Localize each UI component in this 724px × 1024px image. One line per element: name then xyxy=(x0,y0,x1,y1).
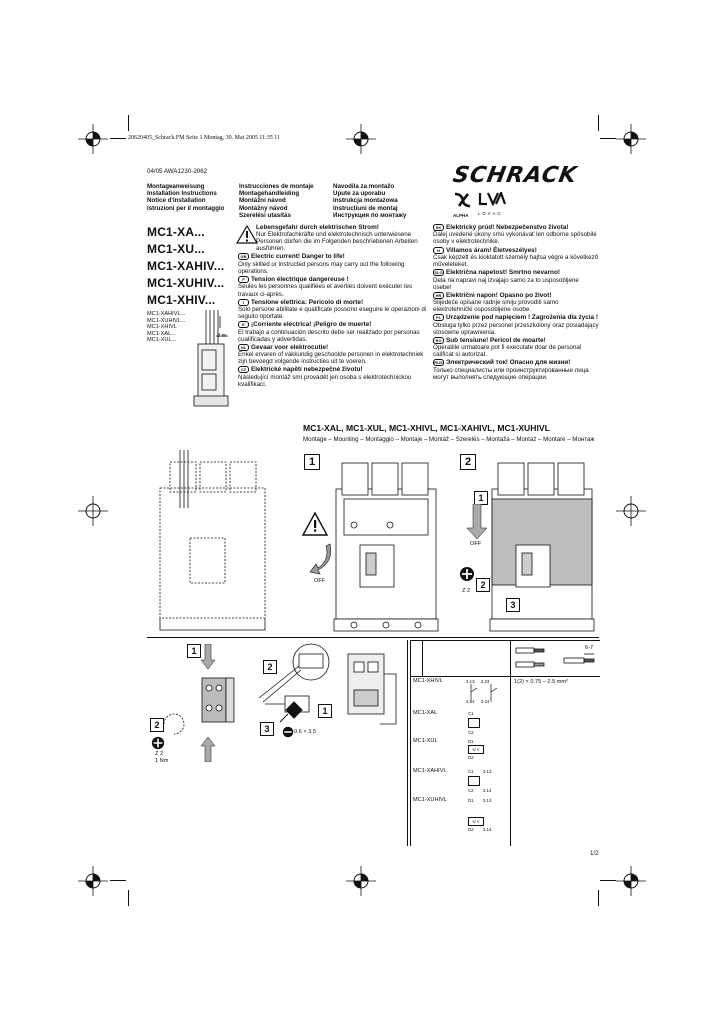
title-slo: Navodila za montažo xyxy=(333,183,395,190)
rotate-arrow-icon xyxy=(160,710,188,738)
file-stamp: 20620405_Schrack.FM Seite 1 Montag, 30. Mai 2005 11:35 11 xyxy=(128,135,281,141)
warning-block-f xyxy=(238,276,430,298)
warning-block-ro xyxy=(433,337,599,359)
title-nl: Montagehandleiding xyxy=(239,190,300,198)
warning-heading: Sub tensiune! Pericol de moarte! xyxy=(446,337,546,345)
language-tag: F xyxy=(238,276,249,283)
product-title: MC1-XUHIV... xyxy=(147,276,225,290)
registration-mark-top-left xyxy=(78,124,108,154)
warning-heading: Villamos áram! Életveszélyes! xyxy=(446,246,537,254)
language-tag: H xyxy=(433,247,444,254)
table-row-label: MC1-XUL xyxy=(413,738,438,744)
table-line xyxy=(410,676,600,677)
language-tag: SLO xyxy=(434,270,443,276)
warning-block-i xyxy=(238,299,430,321)
lovag-label: L O V A G xyxy=(478,211,501,216)
title-fr: Notice d'installation xyxy=(147,197,206,205)
terms-xul xyxy=(468,739,484,760)
terms-xhivl xyxy=(466,679,489,704)
registration-mark-mid-left xyxy=(78,496,108,526)
terminal-block-illustration xyxy=(196,672,240,732)
table-line xyxy=(410,640,411,846)
downward-arrow-icon xyxy=(466,504,488,540)
warning-block-nl xyxy=(238,344,430,366)
language-tag: RO xyxy=(433,337,444,344)
mount-step-2-badge: 2 xyxy=(150,718,164,732)
title-en: Installation Instructions xyxy=(147,190,217,198)
product-title: MC1-XU... xyxy=(147,242,205,256)
down-arrow-icon xyxy=(200,644,216,670)
language-tag: PL xyxy=(433,314,444,321)
wire-step-2-badge: 2 xyxy=(263,660,277,674)
warnings-left-column xyxy=(238,224,430,389)
warning-block-cz xyxy=(238,366,430,388)
term: C1 xyxy=(468,711,474,716)
z2-label: Z 2 xyxy=(155,751,164,757)
registration-mark-mid-right xyxy=(616,496,646,526)
language-tag: NL xyxy=(238,344,249,351)
up-arrow-icon xyxy=(200,736,216,762)
warning-heading: Gevaar voor elektrocutie! xyxy=(251,343,329,351)
term: 3.14 xyxy=(466,699,475,704)
term: D2 xyxy=(468,755,474,760)
warning-body: Dela na napravi naj izvajajo samo za to usposobljene osebe! xyxy=(433,276,579,291)
term: 3.14 xyxy=(482,827,492,832)
registration-mark-bottom-center xyxy=(346,866,376,896)
table-row-label: MC1-XAL xyxy=(413,710,438,716)
warning-heading: Electric current! Danger to life! xyxy=(251,253,345,261)
warning-heading: Urządzenie pod napięciem ! Zagrożenia dla życia ! xyxy=(446,314,598,322)
screwdriver-phillips-icon xyxy=(151,736,165,750)
crop-mark xyxy=(110,138,126,139)
crop-mark xyxy=(598,115,599,131)
warning-block-rus xyxy=(433,359,599,381)
terms-xuhivl xyxy=(468,798,508,832)
breaker-step-2-illustration xyxy=(486,455,598,635)
cross-section-label: 1(2) × 0.75 – 2.5 mm² xyxy=(514,679,568,685)
table-row-label: MC1-XHIVL xyxy=(413,678,443,684)
crop-mark xyxy=(110,880,126,881)
alpha-icon xyxy=(453,192,473,208)
warning-heading: Электрический ток! Опасно для жизни! xyxy=(446,359,571,367)
step-1-badge: 1 xyxy=(304,454,320,470)
term: C2 xyxy=(468,730,474,735)
screwdriver-flat-icon xyxy=(282,726,294,738)
wire-step-1-badge: 1 xyxy=(318,704,332,718)
lovag-icon xyxy=(478,192,506,206)
registration-mark-bottom-left xyxy=(78,866,108,896)
term: 3.13 xyxy=(482,769,492,774)
warning-block-pl xyxy=(433,314,599,336)
term: 3.24 xyxy=(480,699,490,704)
step-2-badge: 2 xyxy=(460,454,476,470)
mount-step-1-badge: 1 xyxy=(187,644,201,658)
language-tag: CZ xyxy=(238,366,249,373)
warning-body: Only skilled or instructed persons may carry out the following operations. xyxy=(238,260,405,275)
title-cz: Montážní návod xyxy=(239,197,286,205)
variant-item: MC1-XAHIVL... xyxy=(147,311,186,317)
title-pl: Instrukcja montażowa xyxy=(333,197,398,205)
title-hr: Upute za uporabu xyxy=(333,190,386,198)
warning-heading: Elektrické napětí nebezpečné životu! xyxy=(251,366,363,374)
section-subtitle: Montage – Mounting – Montaggio – Montaje – Montáž – Szerelés – Montaža – Montaż – Montare – Монтаж xyxy=(303,436,595,443)
warning-body: Solo persone abilitate e qualificate possono eseguire le operazioni di seguito riportate. xyxy=(238,306,427,321)
term: C2 xyxy=(468,788,474,793)
instruction-titles-col3 xyxy=(333,183,433,219)
warning-body: Только специалисты или проинструктированные лица могут выполнять следующие операции. xyxy=(433,366,589,381)
product-title: MC1-XA... xyxy=(147,225,205,239)
off-label-1: OFF xyxy=(314,578,326,584)
registration-mark-bottom-right xyxy=(616,866,646,896)
warning-block-h xyxy=(433,247,599,269)
language-tag: SK xyxy=(433,224,444,231)
language-tag: I xyxy=(238,299,249,306)
warning-heading: ¡Corriente eléctrica! ¡Peligro de muerte! xyxy=(251,321,372,329)
registration-mark-top-right xyxy=(616,124,646,154)
title-ro: Instrucțiuni de montaj xyxy=(333,204,398,212)
warning-heading: Elektrický prúd! Nebezpečenstvo života! xyxy=(446,224,569,232)
term: D1 xyxy=(468,798,474,803)
undervoltage-symbol: U < xyxy=(468,817,484,826)
alpha-logo xyxy=(453,192,473,216)
crop-mark xyxy=(598,890,599,906)
crop-mark xyxy=(600,138,616,139)
warning-body: Operatiile urmatoare pot fi executate doar de personal calificat si autorizat. xyxy=(433,344,582,359)
warning-heading: Električna napetost! Smrtno nevarno! xyxy=(446,269,560,277)
crop-mark xyxy=(600,880,616,881)
warning-heading: Lebensgefahr durch elektrischen Strom! xyxy=(256,224,379,231)
wiring-table xyxy=(410,640,600,846)
registration-mark-top-center xyxy=(346,124,376,154)
instruction-titles-col2 xyxy=(239,183,331,219)
warning-body: Obsługa tylko przez personel przeszkolony oraz posiadający stosowne uprawnienia. xyxy=(433,321,599,336)
schrack-logo-text: SCHRACK xyxy=(450,163,580,188)
term: 3.13 xyxy=(466,679,475,684)
warning-body: Ďalej uvedené úkony smú vykonávať len odborne spôsobilé osoby v elektrotechnike. xyxy=(433,231,597,246)
warning-body: El trabajo a continuación descrito debe ser realizado por personas cualificadas y advertidas. xyxy=(238,328,420,343)
warning-heading: Tensione elettrica: Pericolo di morte! xyxy=(251,298,364,306)
warning-body: Nur Elektrofachkräfte und elektrotechnisch unterwiesene Personen dürfen die im Folgenden beschriebenen Arbeiten ausführen. xyxy=(256,231,418,253)
term: C1 xyxy=(468,769,474,774)
variant-item: MC1-XUL... xyxy=(147,337,177,343)
screwdriver-icon xyxy=(276,696,306,726)
schrack-logo xyxy=(450,163,599,188)
language-tag: GB xyxy=(238,253,249,260)
warning-body: Enkel ervaren of vakkundig geschoolde personen in elektrotechniek zijn bevoegd volgende instructies uit te voeren. xyxy=(238,351,424,366)
step-2-sub-2-badge: 2 xyxy=(476,578,490,592)
warning-block-e xyxy=(238,321,430,343)
variant-item: MC1-XHIVL xyxy=(147,324,177,330)
crop-mark xyxy=(128,115,129,131)
breaker-step-1-illustration xyxy=(330,455,442,635)
warning-block-sk xyxy=(433,224,599,246)
step-2-sub-3-badge: 3 xyxy=(506,598,520,612)
term: 3.23 xyxy=(480,679,490,684)
document-reference: 04/05 AWA1230-2062 xyxy=(147,168,208,175)
caution-triangle-icon xyxy=(302,512,328,536)
product-title: MC1-XAHIV... xyxy=(147,259,225,273)
terms-xahivl xyxy=(468,769,508,793)
language-tag: E xyxy=(238,321,249,328)
term: 3.14 xyxy=(482,788,492,793)
auxiliary-switch-side-illustration xyxy=(340,644,402,736)
z2-torque-label xyxy=(155,751,168,764)
table-line xyxy=(422,640,423,676)
page-number: 1/2 xyxy=(590,850,599,857)
table-row-label: MC1-XUHIVL xyxy=(413,797,447,803)
terms-xal xyxy=(468,711,480,735)
warning-block-slo xyxy=(433,269,599,291)
title-de: Montageanweisung xyxy=(147,183,205,190)
instruction-titles-col1 xyxy=(147,183,237,212)
z2-label: Z 2 xyxy=(462,588,471,594)
warning-block-gb xyxy=(238,253,430,275)
torque-label: 1 Nm xyxy=(155,757,169,764)
variant-item: MC1-XUHIVL... xyxy=(147,317,186,324)
wire-step-3-badge: 3 xyxy=(260,722,274,736)
warning-body: Seules les personnes qualifiées et averties doivent exécuter les travaux ci-après. xyxy=(238,283,413,298)
strip-length-label: 6-7 xyxy=(585,645,594,651)
off-label-2: OFF xyxy=(470,541,482,547)
language-tag: HR xyxy=(433,292,444,299)
cable-length-label: 3 m xyxy=(217,333,227,339)
term: D1 xyxy=(468,739,474,744)
warning-body: Následující montáž smí provádět jen osoba s elektrotechnickou kvalifikací. xyxy=(238,373,412,388)
product-title: MC1-XHIV... xyxy=(147,293,216,307)
table-line xyxy=(510,640,511,846)
warning-block-hr xyxy=(433,292,599,314)
warnings-right-column xyxy=(433,224,599,382)
section-divider xyxy=(147,637,599,638)
title-ru: Инструкция по монтажу xyxy=(333,211,407,219)
language-tag: RUS xyxy=(434,360,443,366)
crop-mark xyxy=(128,890,129,906)
warning-body: Slijedeće opisane radnje smiju provoditi samo elektrotehnički osposobljene osobe. xyxy=(433,299,559,314)
warning-body: Csak képzett és kioktatott személy hajtsa végre a következő műveleteket. xyxy=(433,253,599,269)
title-es: Instrucciones de montaje xyxy=(239,183,314,190)
section-divider-vertical xyxy=(407,640,408,846)
alpha-label: ALPHA xyxy=(453,213,469,218)
warning-block-de xyxy=(238,224,430,252)
warning-heading: Tension électrique dangereuse ! xyxy=(251,276,349,284)
breaker-outline-illustration xyxy=(150,448,275,633)
title-hu: Szerelési utasítás xyxy=(239,211,291,219)
title-it: Istruzioni per il montaggio xyxy=(147,204,225,212)
screwdriver-phillips-icon xyxy=(459,566,475,582)
screwdriver-size-label: 0.6 × 3.5 xyxy=(294,729,316,735)
undervoltage-symbol: U < xyxy=(468,745,484,754)
lovag-logo xyxy=(478,192,508,216)
title-sk: Montážny návod xyxy=(239,204,288,212)
coil-symbol xyxy=(468,718,480,728)
variant-item: MC1-XAL... xyxy=(147,330,176,337)
table-row-label: MC1-XAHIVL xyxy=(413,768,447,774)
warning-heading: Električni napon! Opasno po život! xyxy=(446,291,552,299)
step-2-sub-1-badge: 1 xyxy=(474,491,488,505)
term: 3.13 xyxy=(482,798,492,803)
table-line xyxy=(410,640,600,641)
section-title: MC1-XAL, MC1-XUL, MC1-XHIVL, MC1-XAHIVL, MC1-XUHIVL xyxy=(303,423,550,433)
coil-symbol xyxy=(468,776,480,786)
term: D2 xyxy=(468,827,474,832)
